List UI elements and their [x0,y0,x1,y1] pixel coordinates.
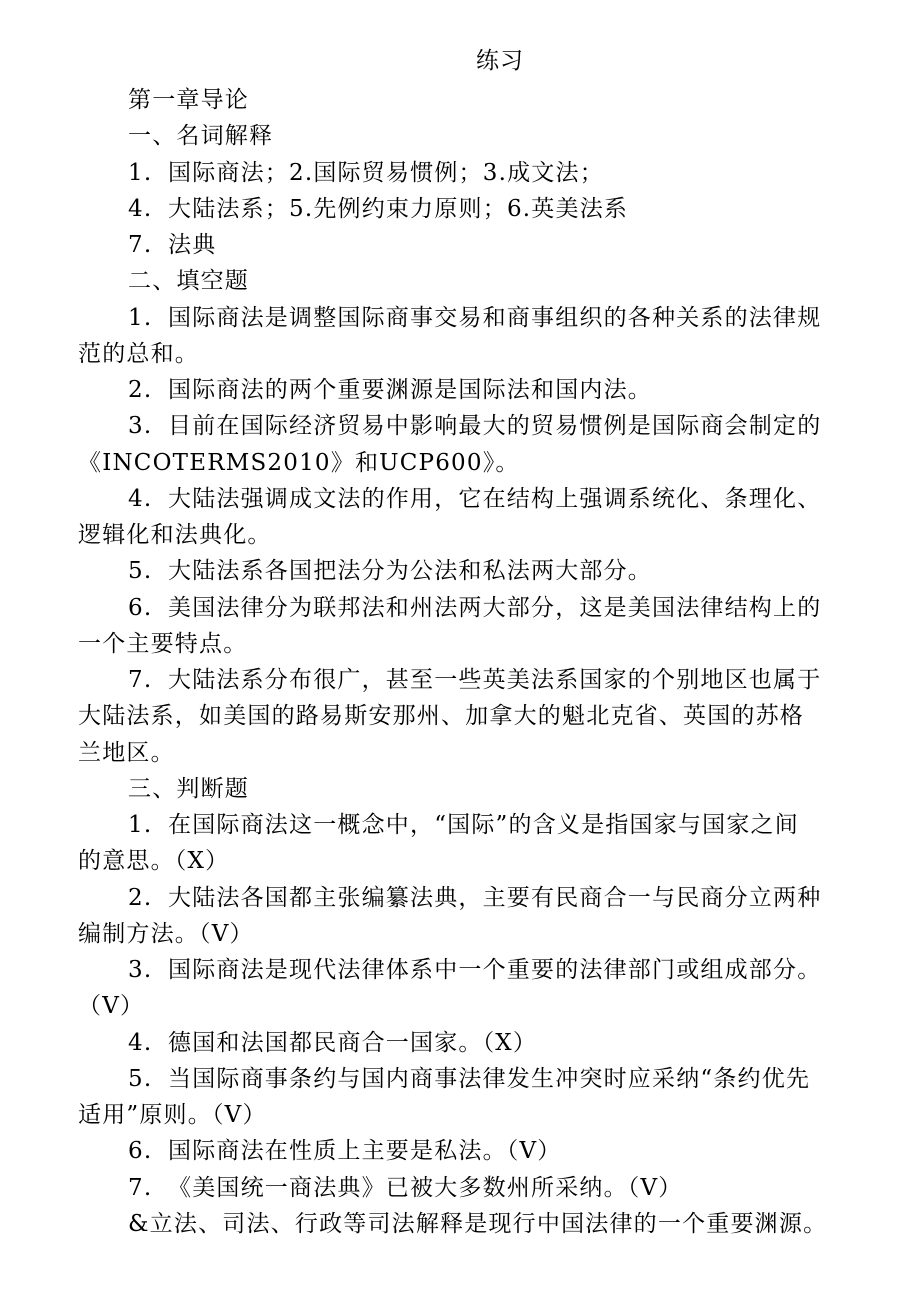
fill-q1-line1 [128,303,821,333]
tf-q1-line1 [128,810,799,840]
item-number: 4. [128,196,153,222]
item-number: 5. [128,558,153,584]
item-number: 3. [128,413,153,439]
item-text: 德国和法国都民商合一国家。（X） [168,1030,538,1056]
fill-q7-line1 [128,665,821,695]
tf-q2-line2: 编制方法。（V） [78,921,254,947]
item-number: 7. [128,667,153,693]
item-number: 6. [128,1138,153,1164]
item-number: 4. [128,486,153,512]
item-number: 7. [128,232,153,258]
tf-q1-line2: 的意思。（X） [78,848,230,874]
item-number: 5. [128,1066,153,1092]
fill-q4-line1 [128,484,821,514]
tf-q5-line1 [128,1064,810,1094]
item-text: 国际商法是现代法律体系中一个重要的法律部门或组成部分。 [168,957,822,983]
item-number: 4. [128,1030,153,1056]
fill-q6-line1 [128,593,821,623]
item-text: 大陆法各国都主张编纂法典，主要有民商合一与民商分立两种 [168,885,822,911]
tf-q2-line1 [128,883,821,913]
item-number: 2. [128,885,153,911]
item-text: 美国法律分为联邦法和州法两大部分，这是美国法律结构上的 [168,595,822,621]
item-text: 《美国统一商法典》已被大多数州所采纳。（V） [168,1175,683,1201]
item-number: 6. [128,595,153,621]
item-text: 法典 [168,232,217,258]
fill-q7-line3: 兰地区。 [78,740,175,766]
fill-q2-line1 [128,375,652,405]
tf-q7-line1 [128,1173,683,1203]
fill-q4-line2: 逻辑化和法典化。 [78,522,272,548]
term-line-1 [128,158,604,188]
item-number: 1. [128,305,153,331]
section-heading-terms: 一、名词解释 [128,123,274,149]
item-text: 大陆法系分布很广，甚至一些英美法系国家的个别地区也属于 [168,667,822,693]
tf-q5-line2: 适用”原则。（V） [78,1102,267,1128]
fill-q3-line2: 《INCOTERMS2010》和UCP600》。 [78,450,520,476]
item-text: 大陆法系；5.先例约束力原则；6.英美法系 [168,196,629,222]
section-heading-fill-in: 二、填空题 [128,268,249,294]
term-line-3 [128,230,216,260]
item-text: 目前在国际经济贸易中影响最大的贸易惯例是国际商会制定的 [168,413,822,439]
tf-q3-line1 [128,955,821,985]
item-text: 国际商法是调整国际商事交易和商事组织的各种关系的法律规 [168,305,822,331]
fill-q1-line2: 范的总和。 [78,341,199,367]
item-text: 当国际商事条约与国内商事法律发生冲突时应采纳“条约优先 [168,1066,811,1092]
page-title: 练习 [476,48,524,74]
item-text: 在国际商法这一概念中，“国际”的含义是指国家与国家之间 [168,812,799,838]
tf-q3-line2: （V） [78,993,145,1019]
fill-q6-line2: 一个主要特点。 [78,631,248,657]
item-number: 1. [128,812,153,838]
item-number: 1. [128,160,153,186]
item-text: 国际商法；2.国际贸易惯例；3.成文法； [168,160,604,186]
item-text: 国际商法的两个重要渊源是国际法和国内法。 [168,377,652,403]
tf-q6-line1 [128,1136,562,1166]
tf-q8-line1: &立法、司法、行政等司法解释是现行中国法律的一个重要渊源。 [128,1211,828,1237]
item-text: 国际商法在性质上主要是私法。（V） [168,1138,562,1164]
fill-q3-line1 [128,411,821,441]
item-number: 2. [128,377,153,403]
item-text: 大陆法强调成文法的作用，它在结构上强调系统化、条理化、 [168,486,822,512]
fill-q5-line1 [128,556,652,586]
chapter-heading: 第一章导论 [128,87,249,113]
term-line-2 [128,194,628,224]
fill-q7-line2: 大陆法系，如美国的路易斯安那州、加拿大的魁北克省、英国的苏格 [78,703,804,729]
item-number: 7. [128,1175,153,1201]
item-text: 大陆法系各国把法分为公法和私法两大部分。 [168,558,652,584]
section-heading-true-false: 三、判断题 [128,776,249,802]
tf-q4-line1 [128,1028,537,1058]
item-number: 3. [128,957,153,983]
